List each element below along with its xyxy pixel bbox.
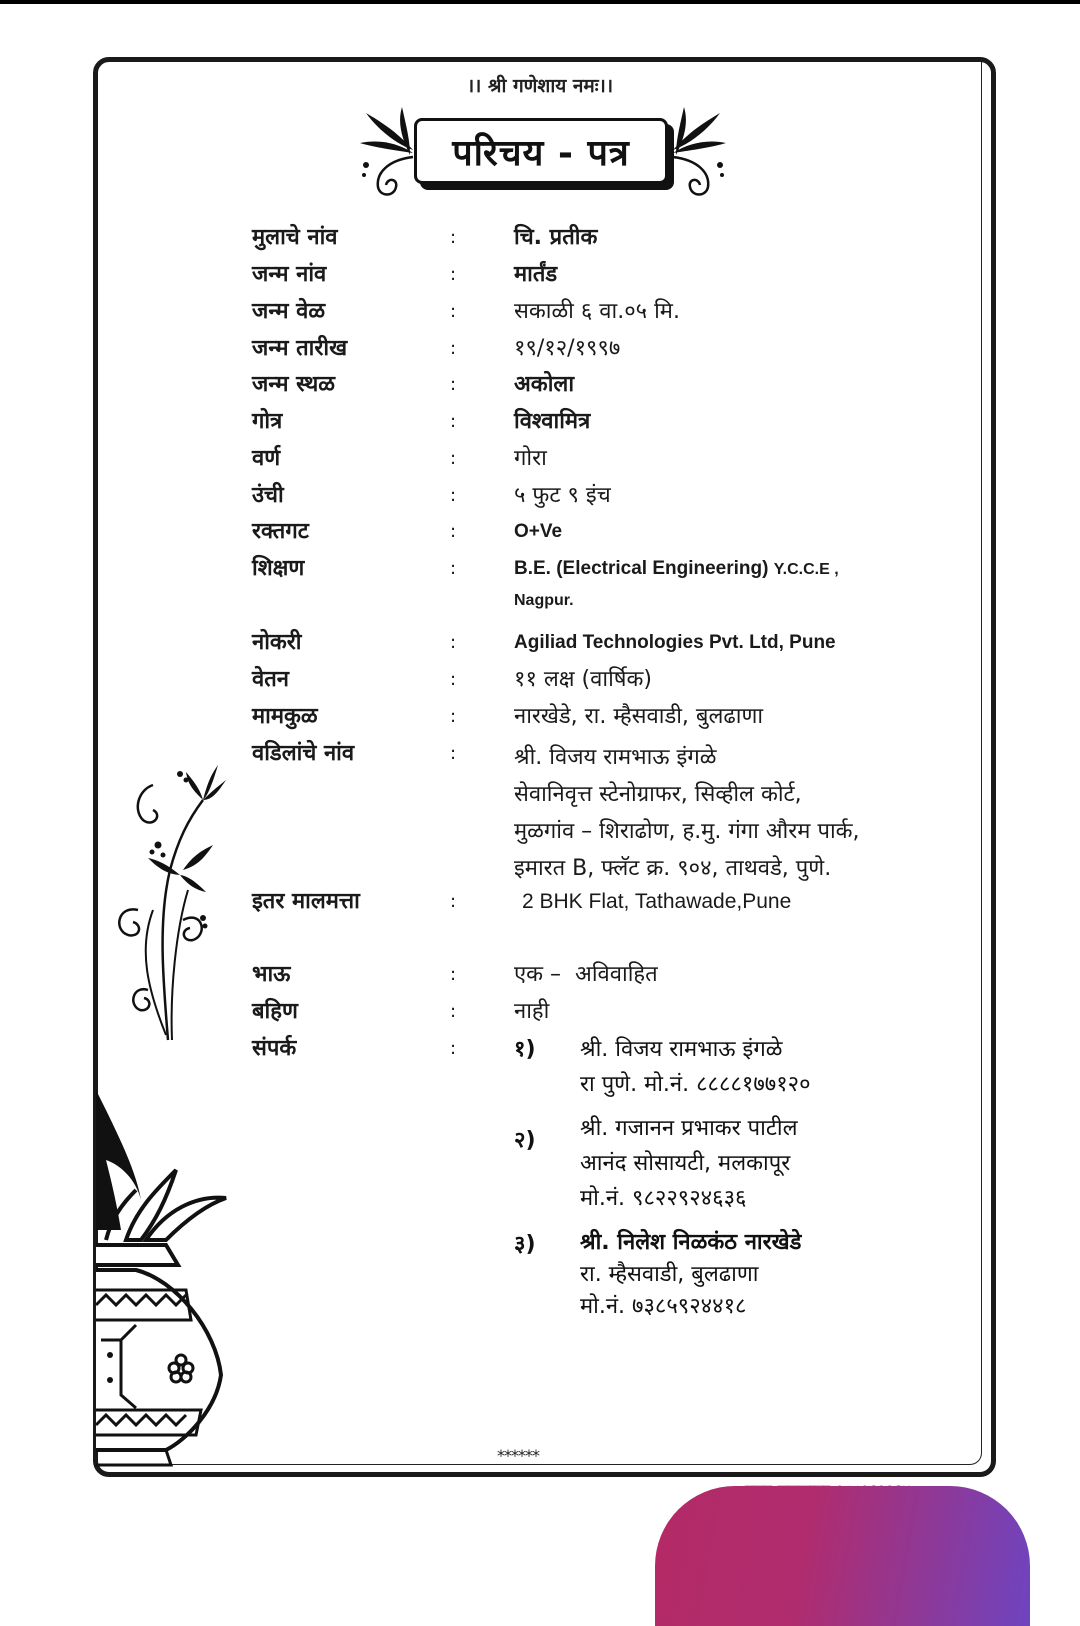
contact-address: आनंद सोसायटी, मलकापूर	[580, 1151, 791, 1176]
field-value: अकोला	[514, 372, 575, 397]
field-label: वेतन	[252, 667, 289, 692]
field-value: मार्तंड	[514, 262, 558, 287]
field-label: इतर मालमत्ता	[252, 889, 360, 914]
field-value: Agiliad Technologies Pvt. Ltd, Pune	[514, 632, 836, 653]
field-label: वर्ण	[252, 446, 281, 471]
field-label: मामकुळ	[252, 704, 318, 729]
field-colon: :	[450, 632, 457, 653]
field-colon: :	[450, 411, 457, 432]
field-colon: :	[450, 374, 457, 395]
title-banner	[414, 118, 668, 184]
field-label: गोत्र	[252, 409, 283, 434]
father-occupation: सेवानिवृत्त स्टेनोग्राफर, सिव्हील कोर्ट,	[514, 782, 802, 807]
field-label: वडिलांचे नांव	[252, 741, 355, 766]
contact-number: २)	[514, 1128, 536, 1153]
invocation-text: ।। श्री गणेशाय नमः।।	[466, 75, 614, 97]
field-label: जन्म वेळ	[252, 299, 326, 324]
field-colon: :	[450, 485, 457, 506]
contact-address: रा. म्हैसवाडी, बुलढाणा	[580, 1262, 759, 1287]
field-value: नाही	[514, 999, 550, 1024]
field-colon: :	[450, 743, 457, 764]
field-colon: :	[450, 521, 457, 542]
field-colon: :	[450, 301, 457, 322]
left-floral-ornament-icon	[358, 105, 418, 205]
contact-name: श्री. निलेश निळकंठ नारखेडे	[580, 1230, 802, 1255]
father-native-place: मुळगांव – शिराढोण, ह.मु. गंगा औरम पार्क,	[514, 819, 860, 844]
field-label: जन्म तारीख	[252, 336, 348, 361]
field-colon: :	[450, 558, 457, 579]
contact-details	[580, 1227, 801, 1326]
field-label: बहिण	[252, 999, 298, 1024]
field-value: ११ लक्ष (वार्षिक)	[514, 667, 652, 692]
field-label: जन्म स्थळ	[252, 372, 336, 397]
field-colon: :	[450, 669, 457, 690]
field-label: भाऊ	[252, 962, 291, 987]
field-value	[514, 739, 860, 887]
top-status-strip	[0, 0, 1080, 4]
footer-stars: ******	[497, 1446, 539, 1465]
contact-address-phone: रा पुणे. मो.नं. ८८८८१७७१२०	[580, 1072, 811, 1097]
field-value: नारखेडे, रा. म्हैसवाडी, बुलढाणा	[514, 704, 764, 729]
field-value: सकाळी ६ वा.०५ मि.	[514, 299, 680, 324]
contact-details	[580, 1113, 798, 1218]
field-label: नोकरी	[252, 630, 302, 655]
field-value	[514, 554, 839, 615]
contact-number: ३)	[514, 1232, 536, 1257]
kalash-pot-ornament-icon	[96, 1090, 236, 1470]
field-colon: :	[450, 338, 457, 359]
field-colon: :	[450, 964, 457, 985]
field-label: उंची	[252, 483, 284, 508]
field-value: ५ फुट ९ इंच	[514, 483, 611, 508]
field-value: चि. प्रतीक	[514, 225, 598, 250]
contact-number: १)	[514, 1037, 536, 1062]
field-colon: :	[450, 448, 457, 469]
education-city: Nagpur.	[514, 592, 574, 609]
page-title: परिचय - पत्र	[452, 132, 630, 174]
field-value: १९/१२/१९९७	[514, 336, 621, 361]
contact-phone: मो.नं. ९८२२९२४६३६	[580, 1186, 747, 1211]
field-label: संपर्क	[252, 1036, 297, 1061]
field-colon: :	[450, 1038, 457, 1059]
field-label: रक्तगट	[252, 519, 309, 544]
field-value: गोरा	[514, 446, 547, 471]
contact-name: श्री. विजय रामभाऊ इंगळे	[580, 1037, 783, 1062]
field-value: एक – अविवाहित	[514, 962, 658, 987]
contact-name: श्री. गजानन प्रभाकर पाटील	[580, 1116, 798, 1141]
floral-vine-ornament-icon	[108, 760, 228, 1050]
field-colon: :	[450, 706, 457, 727]
education-college: Y.C.C.E ,	[773, 561, 839, 578]
field-colon: :	[450, 1001, 457, 1022]
field-label: शिक्षण	[252, 556, 305, 581]
field-colon: :	[450, 264, 457, 285]
field-colon: :	[450, 891, 457, 912]
right-floral-ornament-icon	[668, 105, 728, 205]
floating-action-button[interactable]	[655, 1486, 1030, 1626]
contact-details	[580, 1034, 811, 1104]
father-name: श्री. विजय रामभाऊ इंगळे	[514, 745, 717, 770]
field-label: मुलाचे नांव	[252, 225, 338, 250]
field-value: 2 BHK Flat, Tathawade,Pune	[522, 890, 792, 913]
education-degree: B.E. (Electrical Engineering)	[514, 558, 769, 579]
contact-phone: मो.नं. ७३८५९२४४१८	[580, 1294, 747, 1319]
field-colon: :	[450, 227, 457, 248]
field-value: विश्वामित्र	[514, 409, 591, 434]
field-label: जन्म नांव	[252, 262, 327, 287]
father-address: इमारत B, फ्लॅट क्र. ९०४, ताथवडे, पुणे.	[514, 856, 832, 881]
field-value: O+Ve	[514, 521, 563, 542]
